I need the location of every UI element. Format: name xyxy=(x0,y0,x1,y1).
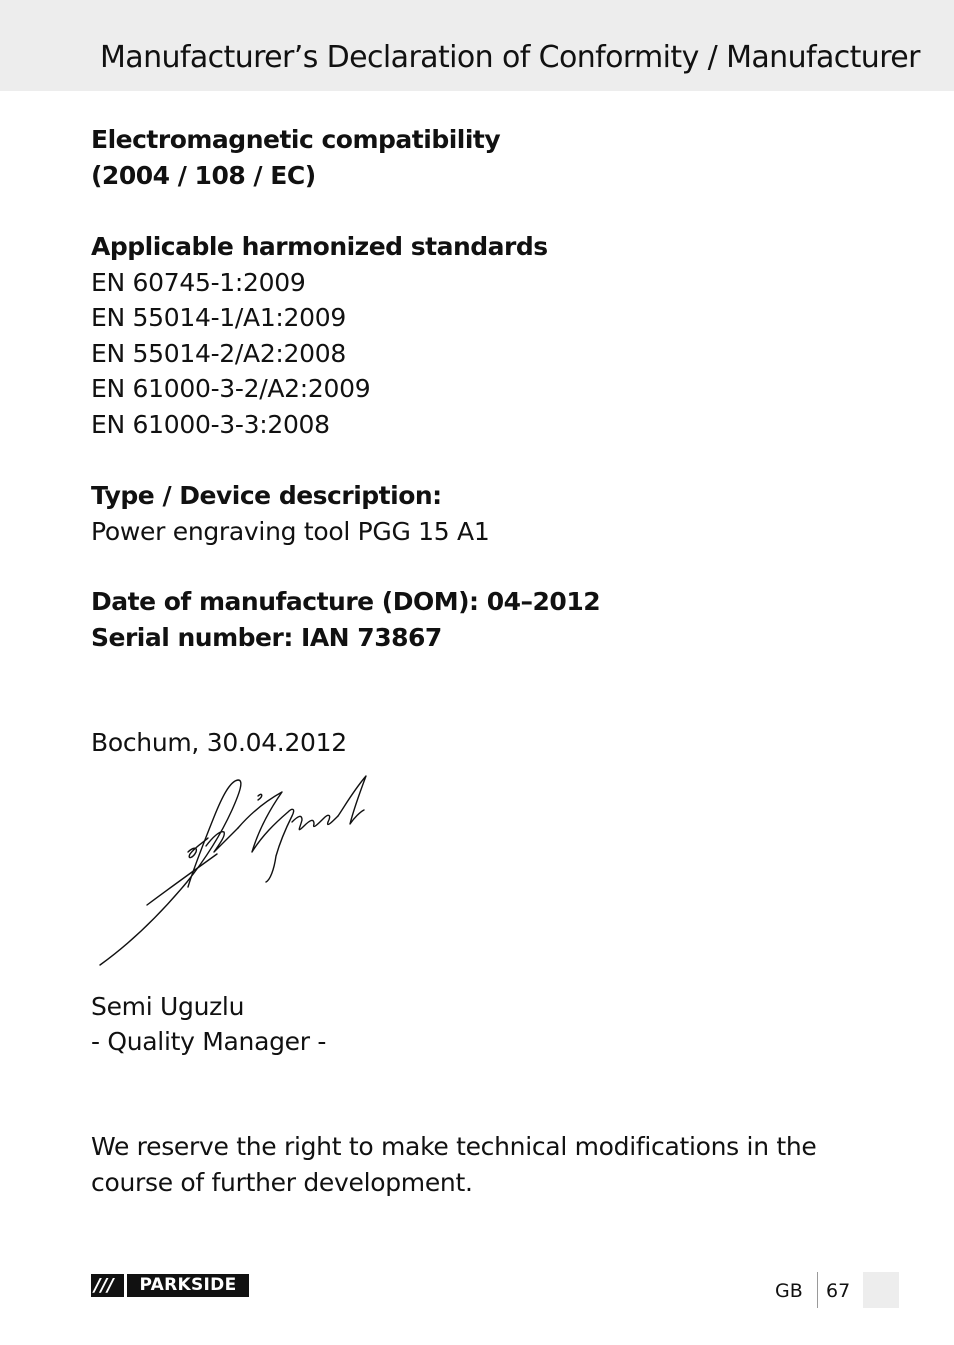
page-number: 67 xyxy=(826,1280,851,1302)
emc-heading-line2: (2004 / 108 / EC) xyxy=(91,160,316,190)
device-heading: Type / Device description: xyxy=(91,481,442,510)
logo-slashes: /// xyxy=(94,1275,114,1296)
page-tab-marker xyxy=(863,1272,899,1308)
logo-slash-block xyxy=(91,1274,124,1297)
standards-list xyxy=(91,265,871,443)
footer-divider xyxy=(817,1272,818,1308)
emc-heading-line1: Electromagnetic compatibility xyxy=(91,125,501,154)
manufacture-date: Date of manufacture (DOM): 04–2012 xyxy=(91,587,601,616)
standard-item: EN 55014-2/A2:2008 xyxy=(91,338,346,368)
serial-number: Serial number: IAN 73867 xyxy=(91,622,442,652)
page-title: Manufacturer’s Declaration of Conformity / Manufacturer xyxy=(100,40,920,75)
signatory-role: - Quality Manager - xyxy=(91,1027,327,1056)
place-date: Bochum, 30.04.2012 xyxy=(91,728,347,757)
signatory-name: Semi Uguzlu xyxy=(91,991,245,1021)
device-description: Power engraving tool PGG 15 A1 xyxy=(91,516,490,546)
document-body xyxy=(91,122,871,1201)
standard-item: EN 60745-1:2009 xyxy=(91,267,306,297)
standard-item: EN 61000-3-3:2008 xyxy=(91,409,330,439)
header-band xyxy=(0,0,954,91)
standards-heading: Applicable harmonized standards xyxy=(91,232,548,261)
language-code: GB xyxy=(775,1280,803,1302)
handwritten-signature xyxy=(92,772,372,972)
parkside-logo xyxy=(91,1274,249,1297)
standard-item: EN 55014-1/A1:2009 xyxy=(91,303,346,332)
technical-notice: We reserve the right to make technical modifications in the course of further development. xyxy=(91,1131,817,1197)
logo-wordmark: PARKSIDE xyxy=(127,1274,249,1297)
standard-item: EN 61000-3-2/A2:2009 xyxy=(91,374,371,403)
